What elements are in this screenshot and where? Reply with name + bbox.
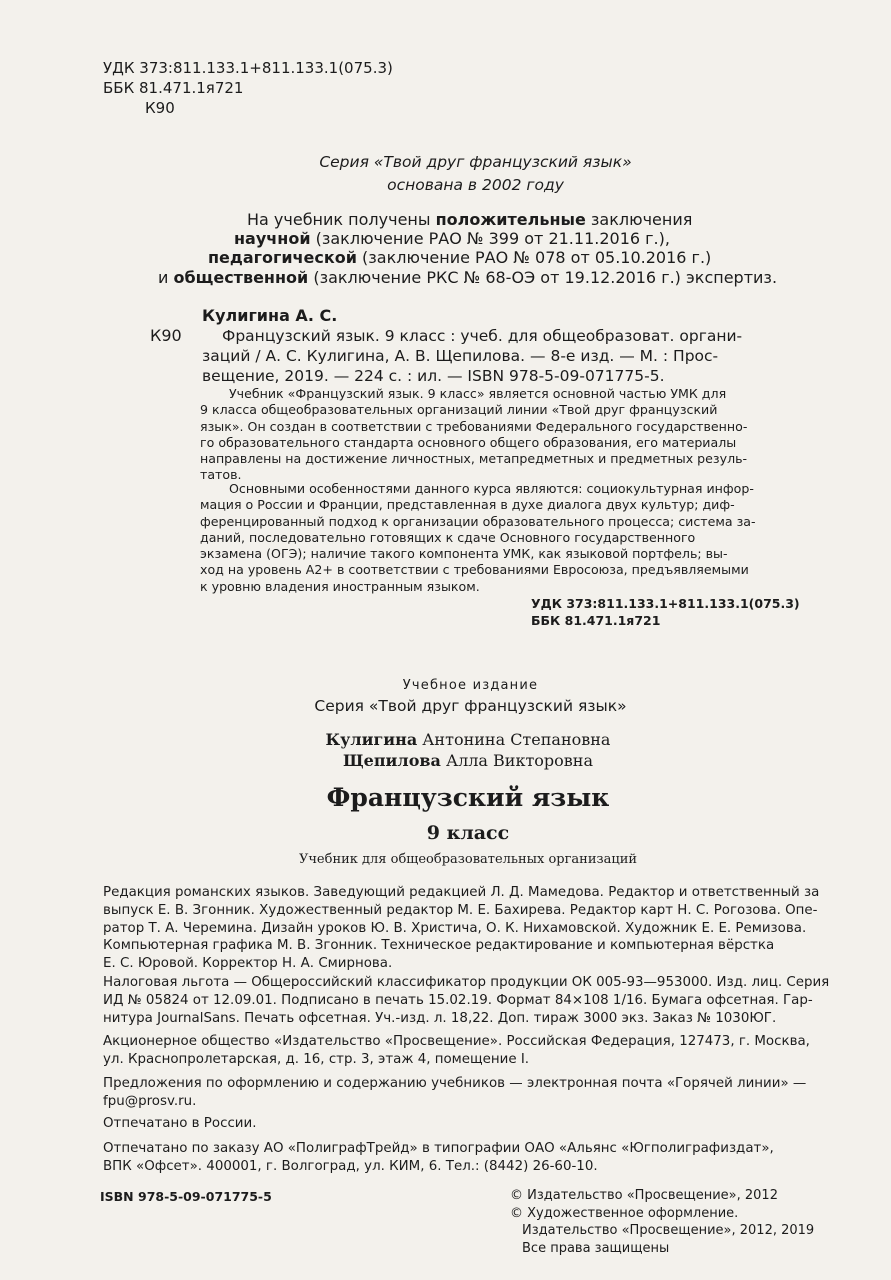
copyright-line: Издательство «Просвещение», 2012, 2019 xyxy=(522,1223,815,1238)
printer-line: ВПК «Офсет». 400001, г. Волгоград, ул. КИМ, 6. Тел.: (8442) 26-60-10. xyxy=(103,1158,598,1174)
bbk-code: ББК 81.471.1я721 xyxy=(103,79,244,97)
print-specs xyxy=(103,974,829,1027)
author-mark: К90 xyxy=(145,99,175,117)
proposals xyxy=(103,1075,806,1111)
printer-line: Отпечатано по заказу АО «ПолиграфТрейд» в типографии ОАО «Альянс «Югполиграфиздат», xyxy=(103,1141,774,1156)
book-title: Французский язык xyxy=(326,783,610,812)
annotation-bbk: ББК 81.471.1я721 xyxy=(531,613,661,628)
annotation-paragraph-2 xyxy=(200,481,792,595)
copyright-line: © Издательство «Просвещение», 2012 xyxy=(510,1188,778,1203)
specs-line: нитура JournalSans. Печать офсетная. Уч.-изд. л. 18,22. Доп. тираж 3000 экз. Заказ № 1030ЮГ. xyxy=(103,1010,777,1026)
annotation-line: Учебник «Французский язык. 9 класс» является основной частью УМК для xyxy=(229,386,727,401)
review-line-2: научной (заключение РАО № 399 от 21.11.2016 г.), xyxy=(234,229,670,248)
annotation-line: ференцированный подход к организации образовательного процесса; система за- xyxy=(200,513,756,529)
printed-in: Отпечатано в России. xyxy=(103,1116,257,1131)
staff-line: ратор Т. А. Черемина. Дизайн уроков Ю. В. Христича, О. К. Нихамовской. Художник Е. Е. Ремизова. xyxy=(103,920,807,936)
copyright-line: Все права защищены xyxy=(522,1240,670,1256)
review-line-1: На учебник получены положительные заключения xyxy=(247,210,693,229)
printer-info xyxy=(103,1140,774,1176)
staff-line: Е. С. Юровой. Корректор Н. А. Смирнова. xyxy=(103,956,393,972)
copyright-line: © Художественное оформление. xyxy=(510,1205,739,1221)
annotation-line: ход на уровень А2+ в соответствии с требованиями Евросоюза, предъявляемыми xyxy=(200,562,749,578)
biblio-author: Кулигина А. С. xyxy=(202,306,338,325)
biblio-line: Французский язык. 9 класс : учеб. для общеобразоват. органи- xyxy=(222,327,743,345)
annotation-line: татов. xyxy=(200,467,242,483)
edition-series: Серия «Твой друг французский язык» xyxy=(314,697,627,715)
biblio-line: вещение, 2019. — 224 с. : ил. — ISBN 978-5-09-071775-5. xyxy=(202,367,665,385)
review-line-3: педагогической (заключение РАО № 078 от 05.10.2016 г.) xyxy=(208,248,712,267)
annotation-line: экзамена (ОГЭ); наличие такого компонента УМК, как языковой портфель; вы- xyxy=(200,546,728,562)
publisher-address xyxy=(103,1033,810,1069)
biblio-line: заций / А. С. Кулигина, А. В. Щепилова. — 8-е изд. — М. : Прос- xyxy=(202,347,719,365)
biblio-description xyxy=(202,326,792,386)
annotation-udk: УДК 373:811.133.1+811.133.1(075.3) xyxy=(531,596,800,611)
isbn: ISBN 978-5-09-071775-5 xyxy=(100,1189,272,1204)
staff-line: выпуск Е. В. Згонник. Художественный редактор М. Е. Бахирева. Редактор карт Н. С. Рогозова. Опе- xyxy=(103,902,818,918)
edition-authors xyxy=(0,729,891,771)
annotation-line: направлены на достижение личностных, метапредметных и предметных резуль- xyxy=(200,451,748,467)
book-grade: 9 класс xyxy=(426,822,510,844)
series-line-2: основана в 2002 году xyxy=(387,176,564,194)
annotation-line: го образовательного стандарта основного общего образования, его материалы xyxy=(200,434,737,450)
book-subtitle: Учебник для общеобразовательных организаций xyxy=(298,852,638,867)
specs-line: Налоговая льгота — Общероссийский классификатор продукции ОК 005-93—953000. Изд. лиц. Серия xyxy=(103,975,830,990)
author-1: Кулигина Антонина Степановна xyxy=(325,730,611,749)
annotation-line: мация о России и Франции, представленная в духе диалога двух культур; диф- xyxy=(200,497,735,513)
annotation-line: даний, последовательно готовящих к сдаче Основного государственного xyxy=(200,529,696,545)
review-line-4: и общественной (заключение РКС № 68-ОЭ от 19.12.2016 г.) экспертиз. xyxy=(158,268,778,287)
staff-line: Компьютерная графика М. В. Згонник. Техническое редактирование и компьютерная вёрстка xyxy=(103,938,775,954)
annotation-paragraph-1 xyxy=(200,386,792,484)
staff-line: Редакция романских языков. Заведующий редакцией Л. Д. Мамедова. Редактор и ответственный за xyxy=(103,885,820,900)
publisher-line: ул. Краснопролетарская, д. 16, стр. 3, этаж 4, помещение I. xyxy=(103,1051,530,1067)
annotation-line: к уровню владения иностранным языком. xyxy=(200,578,480,594)
specs-line: ИД № 05824 от 12.09.01. Подписано в печать 15.02.19. Формат 84×108 1/16. Бумага офсетная. Гар- xyxy=(103,992,813,1008)
proposals-line: Предложения по оформлению и содержанию учебников — электронная почта «Горячей линии» — xyxy=(103,1076,807,1091)
series-line-1: Серия «Твой друг французский язык» xyxy=(319,153,632,171)
copyright xyxy=(510,1187,814,1257)
annotation-codes xyxy=(531,595,800,629)
author-2: Щепилова Алла Викторовна xyxy=(342,751,594,770)
edition-type: Учебное издание xyxy=(402,678,539,693)
classification-codes xyxy=(103,58,393,118)
annotation-line: 9 класса общеобразовательных организаций линии «Твой друг французский xyxy=(200,402,718,418)
proposals-line: fpu@prosv.ru. xyxy=(103,1093,197,1109)
annotation-line: язык». Он создан в соответствии с требованиями Федерального государственно- xyxy=(200,418,748,434)
staff-credits xyxy=(103,884,819,973)
publisher-line: Акционерное общество «Издательство «Просвещение». Российская Федерация, 127473, г. Москва, xyxy=(103,1034,810,1049)
udk-code: УДК 373:811.133.1+811.133.1(075.3) xyxy=(103,59,393,77)
annotation-line: Основными особенностями данного курса являются: социокультурная инфор- xyxy=(229,481,754,496)
biblio-mark: К90 xyxy=(150,326,182,345)
